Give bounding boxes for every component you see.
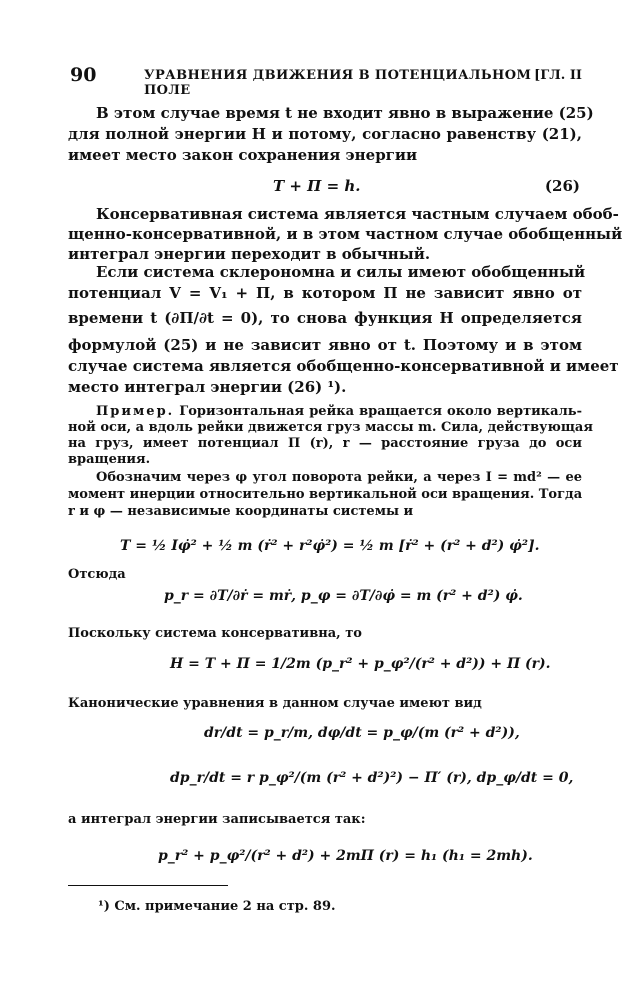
example-paragraph <box>68 404 593 470</box>
equation-hamiltonian: H = T + П = 1/2m (p_r² + p_φ²/(r² + d²)) + П (r). <box>170 656 551 672</box>
running-header <box>70 64 582 98</box>
equation-26: T + П = h. <box>273 177 361 195</box>
footnote-rule <box>68 885 228 886</box>
text-line: вращения. <box>68 452 151 467</box>
footnote: ¹) См. примечание 2 на стр. 89. <box>98 899 336 914</box>
text-otsyuda: Отсюда <box>68 567 126 582</box>
equation-canonical-2: dp_r/dt = r p_φ²/(m (r² + d²)²) − П′ (r), dp_φ/dt = 0, <box>170 770 574 786</box>
text-integral: а интеграл энергии записывается так: <box>68 812 366 827</box>
equation-energy-integral: p_r² + p_φ²/(r² + d²) + 2mП (r) = h₁ (h₁ = 2mh). <box>158 848 533 864</box>
text-line: случае система является обобщенно-консервативной и имеет <box>68 357 619 375</box>
equation-number: (26) <box>544 177 580 195</box>
example-label: Пример. <box>96 404 175 419</box>
text-line: Горизонтальная рейка вращается около вертикаль- <box>179 404 582 419</box>
paragraph-conservative-system <box>68 204 623 266</box>
text-line: В этом случае время t не входит явно в выражение (25) <box>96 104 594 122</box>
text-line: формулой (25) и не зависит явно от t. Поэтому и в этом <box>68 336 582 354</box>
text-line: интеграл энергии переходит в обычный. <box>68 245 431 263</box>
text-line: времени t (∂П/∂t = 0), то снова функция H определяется <box>68 309 582 327</box>
paragraph-coordinates <box>68 470 582 520</box>
text-line: момент инерции относительно вертикальной оси вращения. Тогда <box>68 487 583 502</box>
text-line: место интеграл энергии (26) ¹). <box>68 378 347 396</box>
text-canonical: Канонические уравнения в данном случае имеют вид <box>68 696 482 711</box>
page-number: 90 <box>70 64 97 86</box>
text-line: для полной энергии H и потому, согласно равенству (21), <box>68 125 582 143</box>
running-title: УРАВНЕНИЯ ДВИЖЕНИЯ В ПОТЕНЦИАЛЬНОМ ПОЛЕ <box>144 68 532 98</box>
text-line: щенно-консервативной, и в этом частном случае обобщенный <box>68 225 623 243</box>
text-conservative: Поскольку система консервативна, то <box>68 626 362 641</box>
text-line: Обозначим через φ угол поворота рейки, а через I = md² — ее <box>96 470 582 485</box>
equation-momenta: p_r = ∂T/∂ṙ = mṙ, p_φ = ∂T/∂φ̇ = m (r² + d²) φ̇. <box>164 588 523 604</box>
text-line: r и φ — независимые координаты системы и <box>68 504 414 519</box>
text-line: ной оси, а вдоль рейки движется груз массы m. Сила, действующая <box>68 420 593 435</box>
text-line: Если система склерономна и силы имеют обобщенный <box>96 263 586 281</box>
text-line: имеет место закон сохранения энергии <box>68 146 418 164</box>
text-line: на груз, имеет потенциал П (r), r — расстояние груза до оси <box>68 436 582 451</box>
paragraph-energy-conservation <box>68 103 594 165</box>
text-line: Консервативная система является частным случаем обоб- <box>96 205 619 223</box>
paragraph-scleronomic-system <box>68 262 619 398</box>
chapter-label: [ГЛ. II <box>534 68 582 83</box>
text-line: потенциал V = V₁ + П, в котором П не зависит явно от <box>68 284 582 302</box>
equation-canonical-1: dr/dt = p_r/m, dφ/dt = p_φ/(m (r² + d²)), <box>204 725 520 741</box>
equation-kinetic-energy: T = ½ Iφ̇² + ½ m (ṙ² + r²φ̇²) = ½ m [ṙ² + (r² + d²) φ̇²]. <box>120 538 540 554</box>
